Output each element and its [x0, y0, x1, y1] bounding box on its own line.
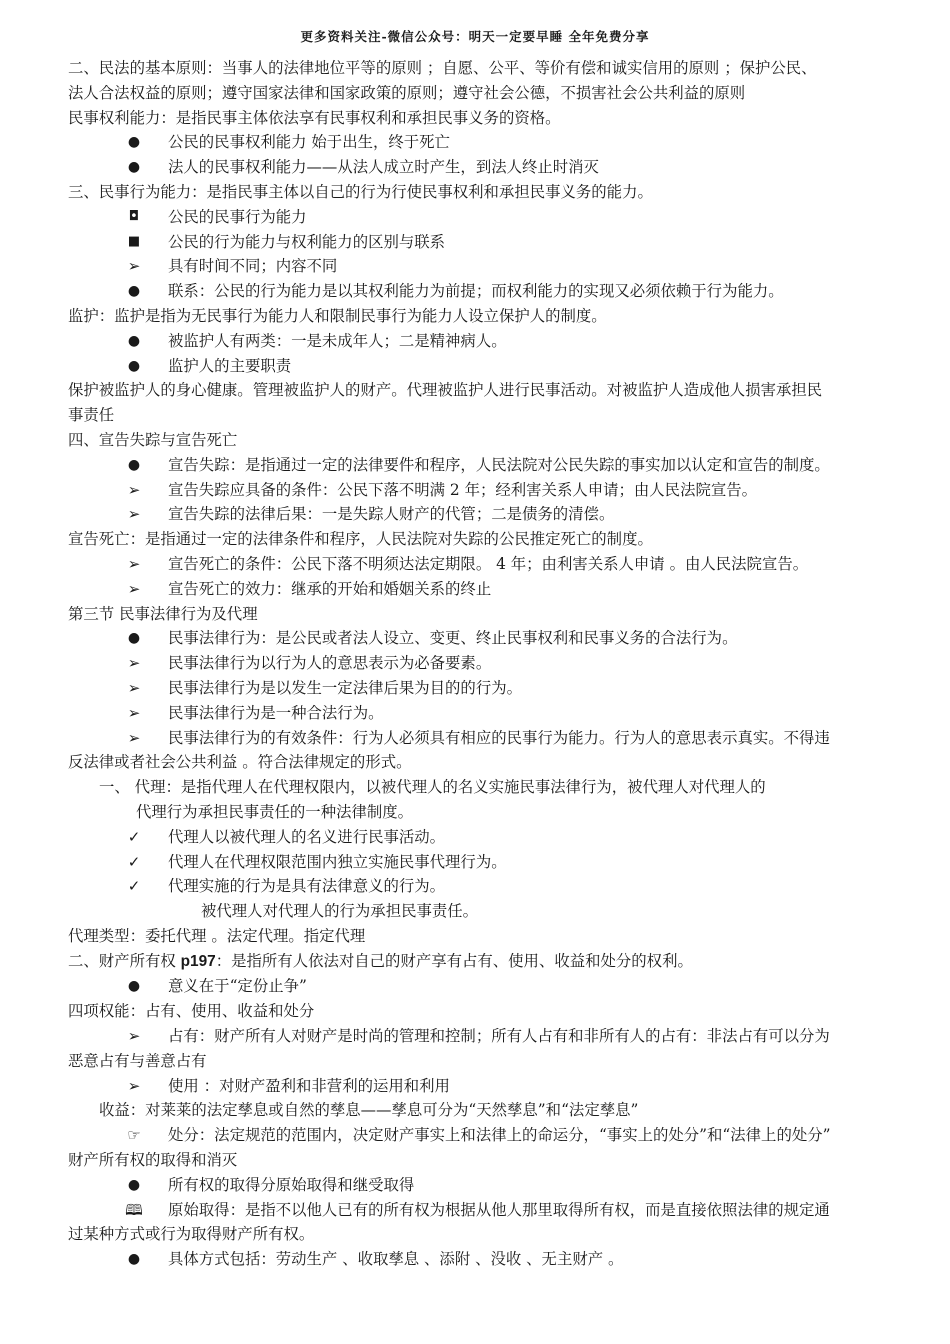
bullet-text: 宣告失踪：是指通过一定的法律要件和程序，人民法院对公民失踪的事实加以认定和宣告的制度。	[168, 455, 830, 474]
text-line: 保护被监护人的身心健康。管理被监护人的财产。代理被监护人进行民事活动。对被监护人造成他人损害承担民	[68, 381, 823, 400]
bullet-text: 法人的民事权利能力——从法人成立时产生，到法人终止时消灭	[168, 158, 599, 177]
bullet-marker-icon: ➢	[127, 728, 141, 747]
text-line: 收益：对莱莱的法定孳息或自然的孳息——孳息可分为“天然孳息”和“法定孳息”	[99, 1101, 639, 1120]
bullet-item	[68, 552, 898, 577]
bullet-marker-icon: ➢	[127, 703, 141, 722]
text-segment: ：是指所有人依法对自己的财产享有占有、使用、收益和处分的权利。	[215, 951, 693, 970]
bullet-text: 宣告失踪的法律后果：一是失踪人财产的代管；二是债务的清偿。	[168, 505, 615, 524]
text-line: 监护：监护是指为无民事行为能力人和限制民事行为能力人设立保护人的制度。	[68, 306, 607, 325]
bullet-item	[68, 1198, 898, 1223]
text-line	[68, 949, 898, 975]
text-line: 法人合法权益的原则；遵守国家法律和国家政策的原则；遵守社会公德，不损害社会公共利益的原则	[68, 83, 746, 102]
bullet-text: 公民的行为能力与权利能力的区别与联系	[168, 232, 446, 251]
bullet-item	[68, 453, 898, 478]
bullet-marker-icon: ✓	[127, 877, 141, 896]
bullet-text: 民事法律行为以行为人的意思表示为必备要素。	[168, 654, 492, 673]
bullet-text: 具体方式包括：劳动生产 、收取孳息 、添附 、没收 、无主财产 。	[168, 1250, 624, 1269]
text-line: 过某种方式或行为取得财产所有权。	[68, 1225, 315, 1244]
bullet-marker-icon: ●	[127, 456, 141, 473]
bullet-marker-icon: ➢	[127, 1076, 141, 1095]
text-line: 事责任	[68, 406, 115, 425]
text-line: 第三节 民事法律行为及代理	[68, 604, 258, 623]
bullet-text: 代理人在代理权限范围内独立实施民事代理行为。	[168, 852, 507, 871]
text-line: 恶意占有与善意占有	[68, 1051, 207, 1070]
bullet-text: 民事法律行为的有效条件：行为人必须具有相应的民事行为能力。行为人的意思表示真实。不得违	[168, 728, 830, 747]
text-line: 反法律或者社会公共利益 。符合法律规定的形式。	[68, 753, 412, 772]
bullet-item	[68, 478, 898, 503]
bullet-item	[68, 974, 898, 999]
text-line: 被代理人对代理人的行为承担民事责任。	[201, 902, 479, 921]
bullet-item	[68, 825, 898, 850]
bullet-text: 所有权的取得分原始取得和继受取得	[168, 1175, 415, 1194]
bullet-item	[68, 577, 898, 602]
bullet-marker-icon: ☞	[127, 1126, 141, 1145]
bullet-item	[68, 850, 898, 875]
bullet-item	[68, 676, 898, 701]
text-segment: 二、财产所有权	[68, 951, 181, 970]
bullet-text: 民事法律行为：是公民或者法人设立、变更、终止民事权利和民事义务的合法行为。	[168, 629, 738, 648]
text-line: 四项权能：占有、使用、收益和处分	[68, 1002, 315, 1021]
text-line: 三、民事行为能力：是指民事主体以自己的行为行使民事权利和承担民事义务的能力。	[68, 182, 653, 201]
bullet-text: 民事法律行为是以发生一定法律后果为目的的行为。	[168, 678, 522, 697]
text-line: 代理类型：委托代理 。法定代理。指定代理	[68, 926, 366, 945]
bullet-item	[68, 1123, 898, 1148]
bullet-text: 监护人的主要职责	[168, 356, 292, 375]
bullet-marker-icon: ■	[127, 233, 141, 249]
bullet-text: 宣告死亡的条件：公民下落不明须达法定期限。 4 年；由利害关系人申请 。由人民法院宣告。	[168, 554, 809, 573]
bullet-item	[68, 1024, 898, 1049]
bullet-text: 处分：法定规范的范围内，决定财产事实上和法律上的命运分，“事实上的处分”和“法律上的处分”	[168, 1126, 831, 1145]
bullet-text: 宣告失踪应具备的条件：公民下落不明满 2 年；经利害关系人申请；由人民法院宣告。	[168, 480, 758, 499]
bullet-item	[68, 1173, 898, 1198]
bullet-marker-icon: ➢	[127, 654, 141, 673]
bullet-marker-icon: ●	[127, 978, 141, 995]
text-line: 代理行为承担民事责任的一种法律制度。	[136, 802, 414, 821]
bullet-text: 具有时间不同；内容不同	[168, 257, 338, 276]
bullet-marker-icon: ➢	[127, 1027, 141, 1046]
bullet-text: 原始取得：是指不以他人已有的所有权为根据从他人那里取得所有权，而是直接依照法律的规定通	[168, 1200, 830, 1219]
bullet-item	[68, 701, 898, 726]
bullet-text: 联系：公民的行为能力是以其权利能力为前提；而权利能力的实现又必须依赖于行为能力。	[168, 282, 784, 301]
bullet-text: 被监护人有两类：一是未成年人；二是精神病人。	[168, 331, 507, 350]
bullet-text: 占有：财产所有人对财产是时尚的管理和控制；所有人占有和非所有人的占有：非法占有可以分为	[168, 1027, 830, 1046]
bullet-item	[68, 1074, 898, 1099]
bullet-marker-icon: 🕮	[125, 1200, 143, 1219]
bullet-text: 民事法律行为是一种合法行为。	[168, 703, 384, 722]
bullet-text: 使用 ：对财产盈利和非营利的运用和利用	[168, 1076, 450, 1095]
bullet-text: 代理人以被代理人的名义进行民事活动。	[168, 827, 446, 846]
text-line: 宣告死亡：是指通过一定的法律条件和程序，人民法院对失踪的公民推定死亡的制度。	[68, 530, 653, 549]
bullet-marker-icon: ●	[127, 1176, 141, 1193]
bullet-item	[68, 502, 898, 527]
bullet-marker-icon: ➢	[127, 257, 141, 276]
text-line: 民事权利能力：是指民事主体依法享有民事权利和承担民事义务的资格。	[68, 108, 561, 127]
bullet-text: 代理实施的行为是具有法律意义的行为。	[168, 877, 446, 896]
bullet-marker-icon: ➢	[127, 579, 141, 598]
document-body	[68, 56, 898, 1272]
bullet-item	[68, 254, 898, 279]
bullet-item	[68, 329, 898, 354]
text-line: 四、宣告失踪与宣告死亡	[68, 430, 238, 449]
bullet-item	[68, 205, 898, 230]
page-header: 更多资料关注-微信公众号：明天一定要早睡 全年免费分享	[300, 29, 650, 44]
bullet-text: 意义在于“定份止争”	[168, 977, 307, 996]
text-line: 财产所有权的取得和消灭	[68, 1151, 238, 1170]
bullet-marker-icon: ➢	[127, 505, 141, 524]
bullet-item	[68, 651, 898, 676]
text-line: 一、 代理：是指代理人在代理权限内，以被代理人的名义实施民事法律行为，被代理人对代理人的	[99, 778, 766, 797]
page-reference: p197	[180, 952, 216, 970]
bullet-item	[68, 1247, 898, 1272]
bullet-item	[68, 230, 898, 255]
bullet-marker-icon: ➢	[127, 480, 141, 499]
bullet-marker-icon: ✓	[127, 852, 141, 871]
bullet-marker-icon: ●	[127, 283, 141, 300]
bullet-marker-icon: ✓	[127, 827, 141, 846]
bullet-marker-icon: ●	[127, 630, 141, 647]
bullet-item	[68, 874, 898, 899]
bullet-item	[68, 130, 898, 155]
bullet-item	[68, 626, 898, 651]
bullet-marker-icon: ●	[127, 1251, 141, 1268]
bullet-text: 公民的民事行为能力	[168, 207, 307, 226]
bullet-item	[68, 279, 898, 304]
text-line: 二、民法的基本原则：当事人的法律地位平等的原则 ；自愿、公平、等价有偿和诚实信用的原则 ；保护公民、	[68, 59, 817, 77]
bullet-item	[68, 155, 898, 180]
bullet-marker-icon: ●	[127, 159, 141, 176]
bullet-marker-icon: ➢	[127, 678, 141, 697]
bullet-marker-icon: ➢	[127, 554, 141, 573]
bullet-marker-icon: ●	[127, 134, 141, 151]
bullet-marker-icon: ◘	[128, 208, 140, 224]
bullet-item	[68, 354, 898, 379]
bullet-text: 宣告死亡的效力：继承的开始和婚姻关系的终止	[168, 579, 492, 598]
bullet-marker-icon: ●	[127, 357, 141, 374]
bullet-marker-icon: ●	[127, 332, 141, 349]
bullet-text: 公民的民事权利能力 始于出生，终于死亡	[168, 133, 450, 152]
bullet-item	[68, 726, 898, 751]
